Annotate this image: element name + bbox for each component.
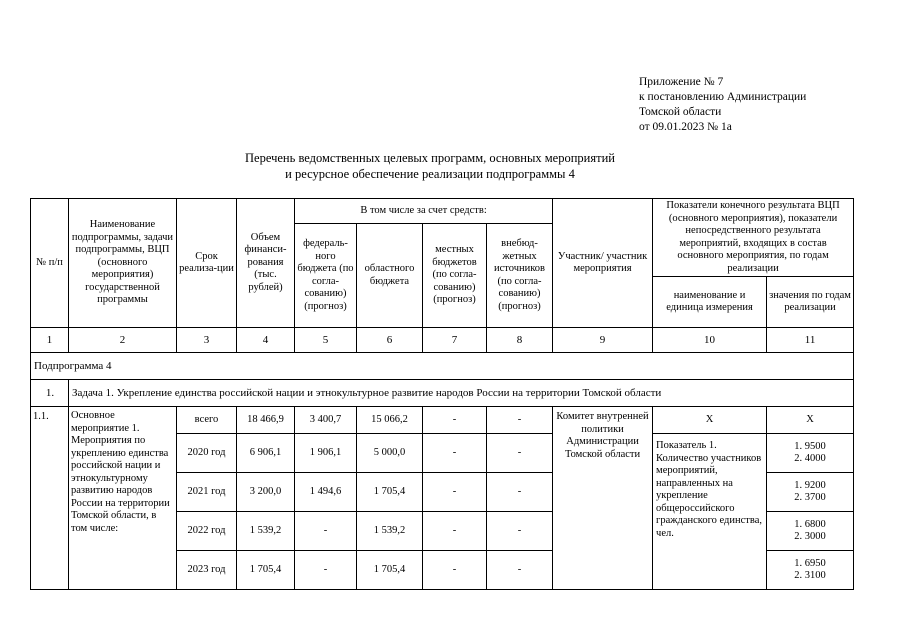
program-table bbox=[30, 198, 854, 590]
appendix-block bbox=[639, 75, 806, 135]
volume-cell: 3 200,0 bbox=[237, 473, 295, 512]
column-number: 4 bbox=[237, 328, 295, 353]
appendix-line: от 09.01.2023 № 1а bbox=[639, 121, 732, 133]
header-local: местных бюджетов (по согла-сованию) (прогноз) bbox=[423, 224, 487, 328]
header-federal: федераль-ного бюджета (по согла-сованию) (прогноз) bbox=[295, 224, 357, 328]
header-indicator-name: наименование и единица измерения bbox=[653, 277, 767, 328]
local-cell: - bbox=[423, 512, 487, 551]
value-line: 2. 3700 bbox=[794, 492, 826, 503]
column-number-row bbox=[31, 328, 854, 353]
column-number: 9 bbox=[553, 328, 653, 353]
indicator-name-cell: X bbox=[653, 407, 767, 434]
activity-number: 1.1. bbox=[31, 407, 69, 590]
value-line: 1. 6950 bbox=[794, 557, 826, 569]
volume-cell: 1 705,4 bbox=[237, 551, 295, 590]
appendix-line: Приложение № 7 bbox=[639, 76, 724, 88]
header-including: В том числе за счет средств: bbox=[295, 199, 553, 224]
column-number: 6 bbox=[357, 328, 423, 353]
header-indicator-values: значения по годам реализации bbox=[767, 277, 854, 328]
column-number: 2 bbox=[69, 328, 177, 353]
header-participant: Участник/ участник мероприятия bbox=[553, 199, 653, 328]
document-title bbox=[150, 150, 710, 182]
participant-cell: Комитет внутренней политики Администрации Томской области bbox=[553, 407, 653, 590]
activity-name: Основное мероприятие 1. Мероприятия по укреплению единства российской нации и этнокультурному развитию народов России на территории Томской области, в том числе: bbox=[69, 407, 177, 590]
header-name: Наименование подпрограммы, задачи подпрограммы, ВЦП (основного мероприятия) государственной программы bbox=[69, 199, 177, 328]
local-cell: - bbox=[423, 551, 487, 590]
task-row bbox=[31, 380, 854, 407]
term-cell: 2023 год bbox=[177, 551, 237, 590]
subprogram-label: Подпрограмма 4 bbox=[31, 353, 854, 380]
regional-cell: 1 705,4 bbox=[357, 551, 423, 590]
local-cell: - bbox=[423, 407, 487, 434]
value-line: 1. 9200 bbox=[794, 479, 826, 491]
header-term: Срок реализа-ции bbox=[177, 199, 237, 328]
extra-cell: - bbox=[487, 407, 553, 434]
regional-cell: 1 539,2 bbox=[357, 512, 423, 551]
federal-cell: - bbox=[295, 512, 357, 551]
indicator-value-cell bbox=[767, 434, 854, 473]
indicator-value-cell bbox=[767, 551, 854, 590]
header-row bbox=[31, 199, 854, 224]
column-number: 10 bbox=[653, 328, 767, 353]
indicator-value-cell: X bbox=[767, 407, 854, 434]
task-number: 1. bbox=[31, 380, 69, 407]
regional-cell: 1 705,4 bbox=[357, 473, 423, 512]
volume-cell: 1 539,2 bbox=[237, 512, 295, 551]
title-line: и ресурсное обеспечение реализации подпрограммы 4 bbox=[285, 167, 575, 181]
federal-cell: 1 494,6 bbox=[295, 473, 357, 512]
subprogram-row bbox=[31, 353, 854, 380]
regional-cell: 5 000,0 bbox=[357, 434, 423, 473]
indicator-value-cell bbox=[767, 512, 854, 551]
value-line: 2. 3100 bbox=[794, 570, 826, 581]
header-indicators: Показатели конечного результата ВЦП (основного мероприятия), показатели непосредственного результата мероприятий, входящих в состав основного мероприятия, по годам реализации bbox=[653, 199, 854, 277]
column-number: 7 bbox=[423, 328, 487, 353]
header-regional: областного бюджета bbox=[357, 224, 423, 328]
extra-cell: - bbox=[487, 473, 553, 512]
extra-cell: - bbox=[487, 551, 553, 590]
column-number: 5 bbox=[295, 328, 357, 353]
table-row bbox=[31, 407, 854, 434]
term-cell: всего bbox=[177, 407, 237, 434]
value-line: 1. 6800 bbox=[794, 518, 826, 530]
header-extra: внебюд-жетных источников (по согла-сованию) (прогноз) bbox=[487, 224, 553, 328]
term-cell: 2022 год bbox=[177, 512, 237, 551]
appendix-line: к постановлению Администрации bbox=[639, 91, 807, 103]
value-line: 2. 3000 bbox=[794, 531, 826, 542]
volume-cell: 18 466,9 bbox=[237, 407, 295, 434]
term-cell: 2020 год bbox=[177, 434, 237, 473]
extra-cell: - bbox=[487, 512, 553, 551]
federal-cell: 1 906,1 bbox=[295, 434, 357, 473]
task-text: Задача 1. Укрепление единства российской нации и этнокультурное развитие народов России на территории Томской области bbox=[69, 380, 854, 407]
federal-cell: 3 400,7 bbox=[295, 407, 357, 434]
local-cell: - bbox=[423, 473, 487, 512]
header-num: № п/п bbox=[31, 199, 69, 328]
regional-cell: 15 066,2 bbox=[357, 407, 423, 434]
value-line: 2. 4000 bbox=[794, 453, 826, 464]
column-number: 8 bbox=[487, 328, 553, 353]
header-volume: Объем финанси-рования (тыс. рублей) bbox=[237, 199, 295, 328]
extra-cell: - bbox=[487, 434, 553, 473]
indicator-value-cell bbox=[767, 473, 854, 512]
term-cell: 2021 год bbox=[177, 473, 237, 512]
value-line: 1. 9500 bbox=[794, 440, 826, 452]
local-cell: - bbox=[423, 434, 487, 473]
indicator-description: Показатель 1. Количество участников мероприятий, направленных на укрепление общероссийского гражданского единства, чел. bbox=[653, 434, 767, 590]
column-number: 3 bbox=[177, 328, 237, 353]
column-number: 1 bbox=[31, 328, 69, 353]
federal-cell: - bbox=[295, 551, 357, 590]
volume-cell: 6 906,1 bbox=[237, 434, 295, 473]
title-line: Перечень ведомственных целевых программ, основных мероприятий bbox=[245, 151, 615, 165]
column-number: 11 bbox=[767, 328, 854, 353]
appendix-line: Томской области bbox=[639, 106, 722, 118]
